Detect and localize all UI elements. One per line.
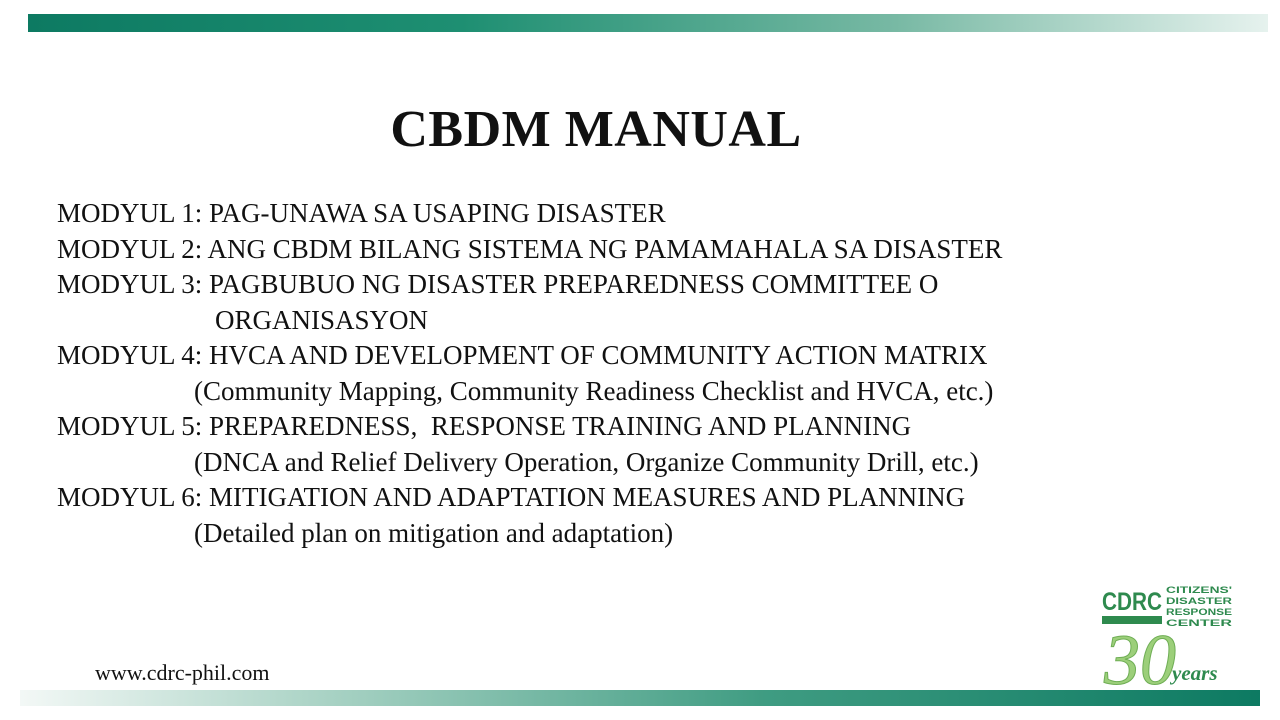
module-1-heading: MODYUL 1: PAG-UNAWA SA USAPING DISASTER [57,198,666,228]
logo-name-line-2: DISASTER [1166,596,1233,606]
logo-name-line-3: RESPONSE [1166,607,1232,617]
module-4-detail: (Community Mapping, Community Readiness Checklist and HVCA, etc.) [194,375,994,406]
module-list [57,196,1217,551]
logo-acronym: CDRC [1102,588,1162,616]
logo-anniversary-number: 30 [1104,620,1176,687]
module-6-heading: MODYUL 6: MITIGATION AND ADAPTATION MEASURES AND PLANNING [57,482,966,512]
module-6-detail: (Detailed plan on mitigation and adaptation) [194,517,674,548]
module-2-heading: MODYUL 2: ANG CBDM BILANG SISTEMA NG PAMAMAHALA SA DISASTER [57,233,1003,264]
logo-name-line-4: CENTER [1166,618,1233,628]
cdrc-logo [1100,582,1240,687]
bottom-accent-bar [20,690,1260,706]
slide-title: CBDM MANUAL [390,101,802,158]
logo-name-line-1: CITIZENS' [1166,585,1232,595]
module-5-heading: MODYUL 5: PREPAREDNESS, RESPONSE TRAINING AND PLANNING [57,411,912,441]
module-4-heading: MODYUL 4: HVCA AND DEVELOPMENT OF COMMUNITY ACTION MATRIX [57,340,988,370]
top-accent-bar [28,14,1268,32]
module-3-continuation: ORGANISASYON [215,304,429,335]
website-url: www.cdrc-phil.com [95,660,270,685]
module-5-detail: (DNCA and Relief Delivery Operation, Organize Community Drill, etc.) [194,446,979,477]
module-3-heading: MODYUL 3: PAGBUBUO NG DISASTER PREPAREDNESS COMMITTEE O [57,269,939,299]
logo-anniversary-word: years [1172,661,1218,685]
